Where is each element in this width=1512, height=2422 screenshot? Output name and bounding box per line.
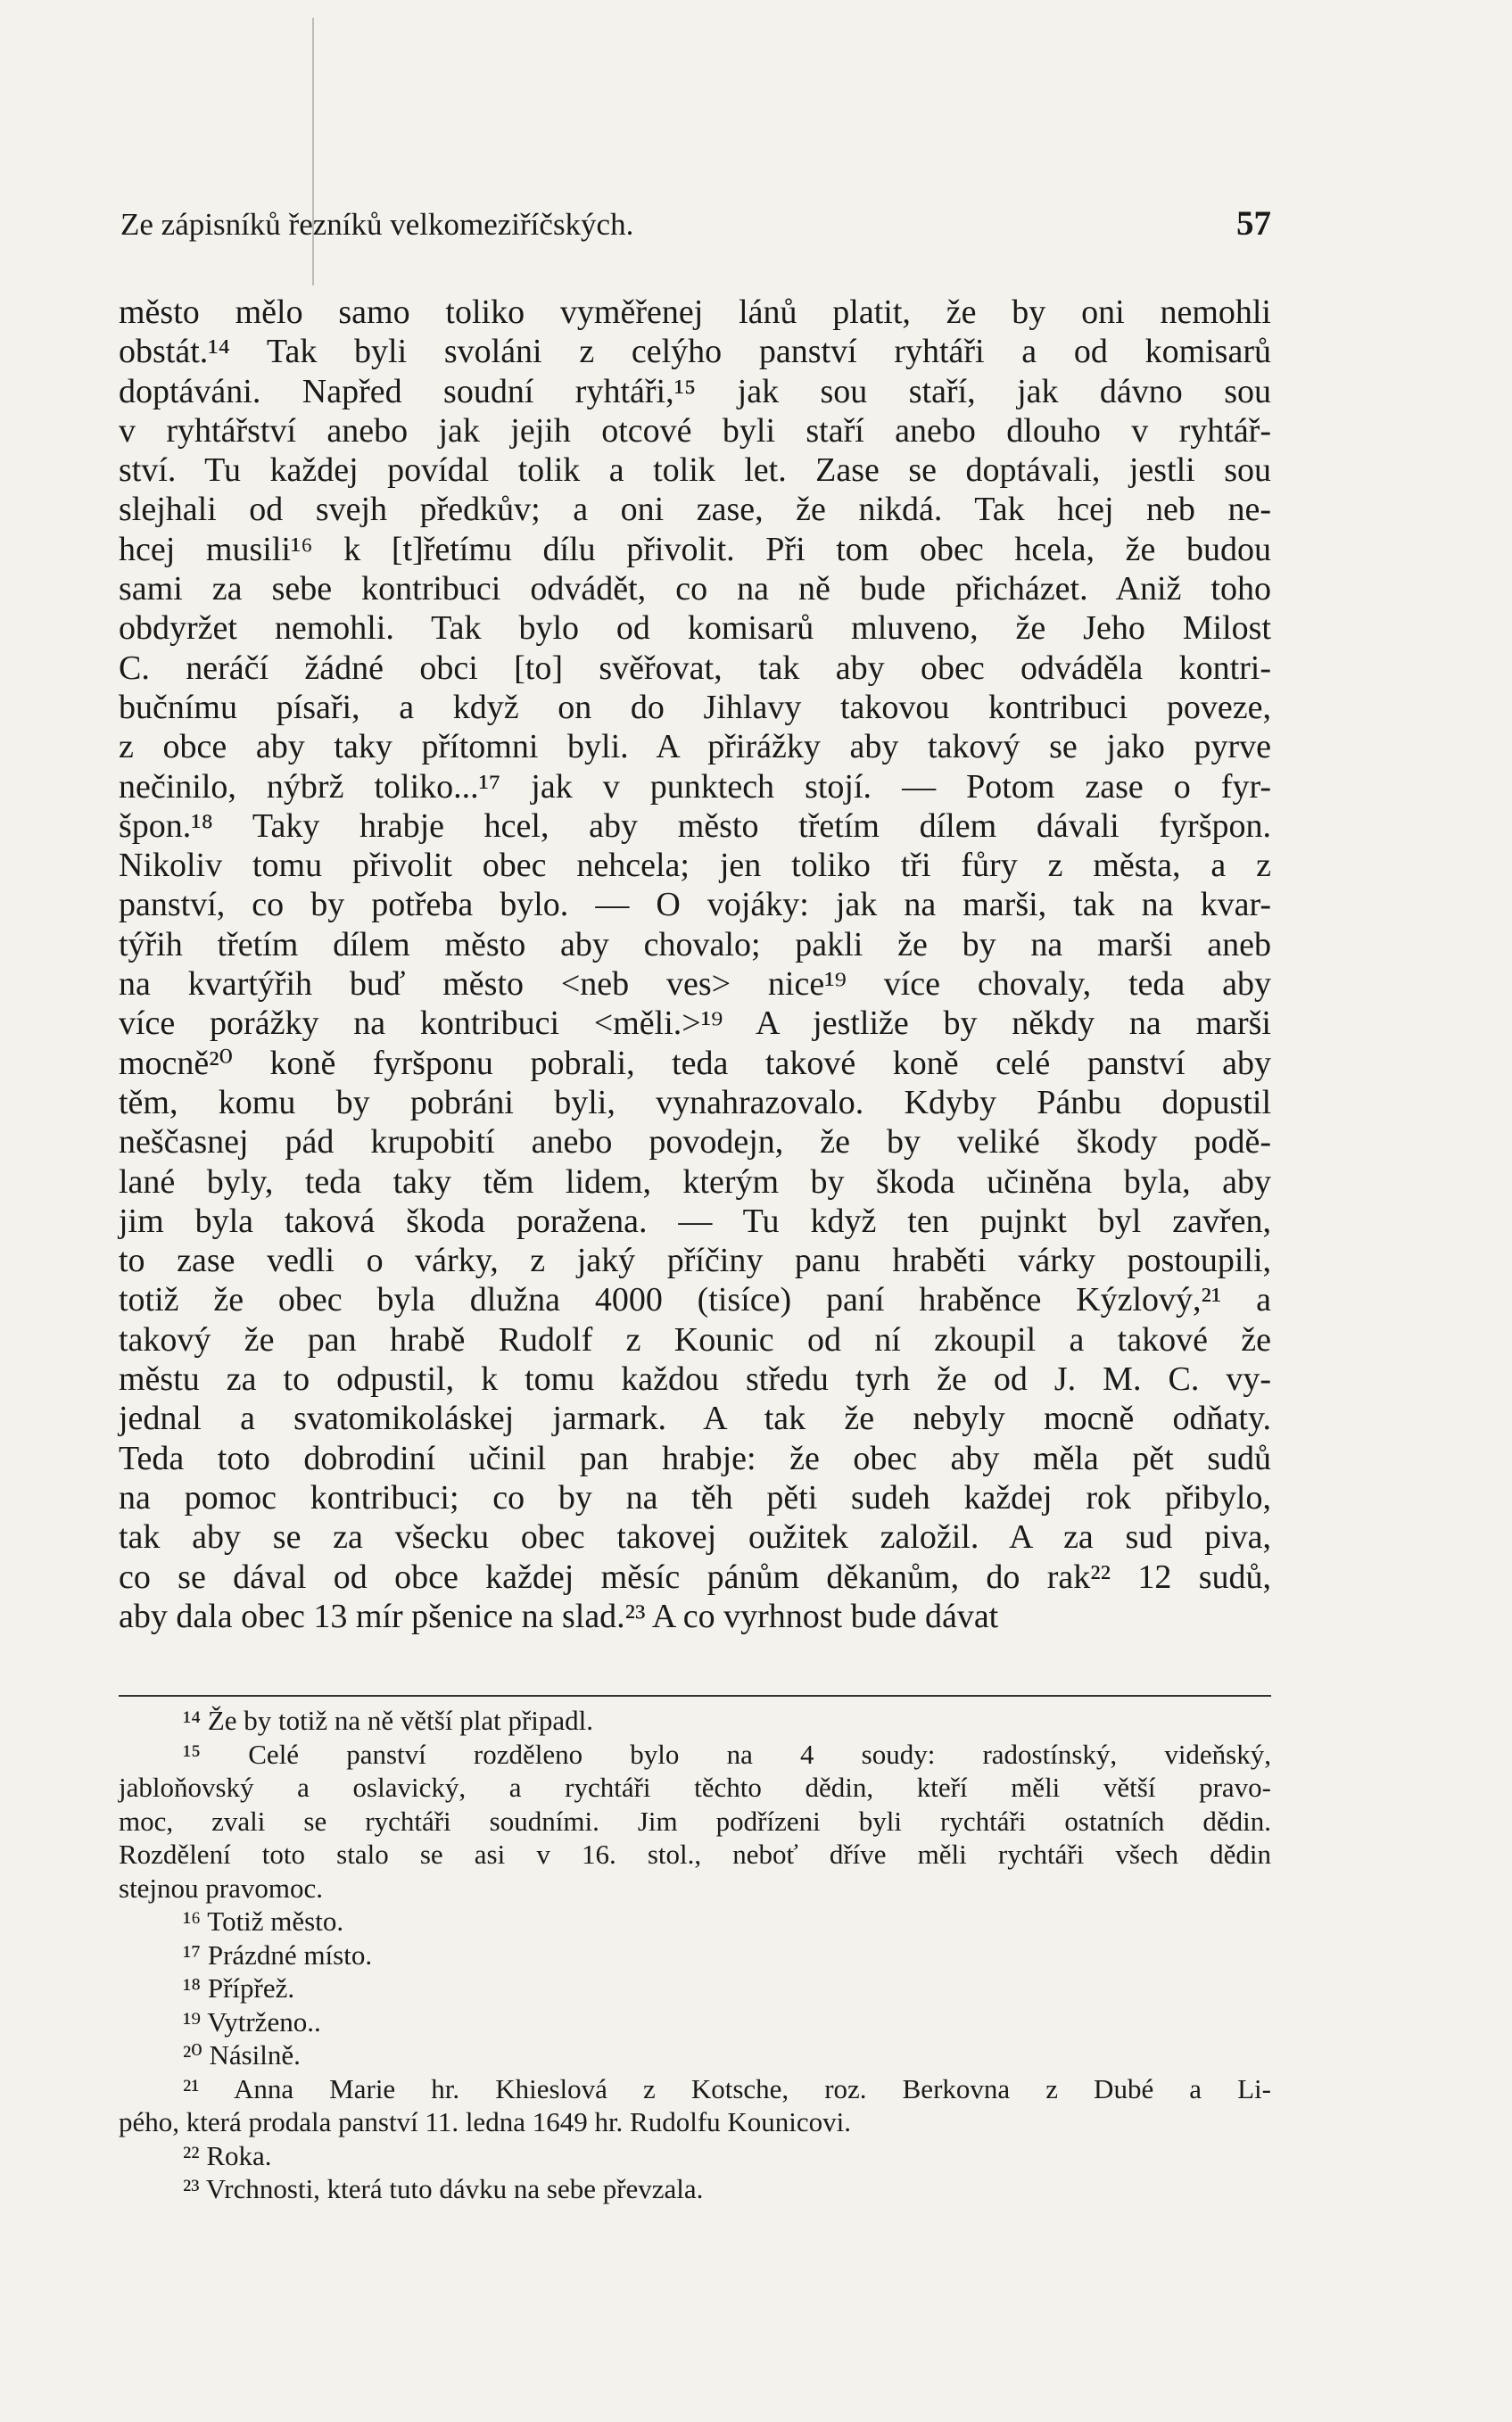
text-line: z obce aby taky přítomni byli. A přirážky aby takový se jako pyrve bbox=[119, 728, 1271, 766]
text-line: Teda toto dobrodiní učinil pan hrabje: že obec aby měla pět sudů bbox=[119, 1439, 1271, 1477]
text-line: špon.¹⁸ Taky hrabje hcel, aby město třetím dílem dávali fyršpon. bbox=[119, 806, 1271, 845]
text-line: na pomoc kontribuci; co by na těh pěti sudeh každej rok přibylo, bbox=[119, 1478, 1271, 1517]
text-line: městu za to odpustil, k tomu každou středu tyrh že od J. M. C. vy- bbox=[119, 1360, 1271, 1399]
text-line: více porážky na kontribuci <měli.>¹⁹ A jestliže by někdy na marši bbox=[119, 1004, 1271, 1043]
footnote-17: ¹⁷ Prázdné místo. bbox=[183, 1938, 373, 1971]
text-line: obstát.¹⁴ Tak byli svoláni z celýho panství ryhtáři a od komisarů bbox=[119, 333, 1271, 371]
page-number: 57 bbox=[1236, 204, 1271, 243]
footnotes bbox=[119, 1704, 1271, 2206]
footnote-14: ¹⁴ Že by totiž na ně větší plat připadl. bbox=[183, 1705, 594, 1736]
footnote-20: ²⁰ Násilně. bbox=[183, 2039, 301, 2071]
text-line: panství, co by potřeba bylo. — O vojáky: jak na marši, tak na kvar- bbox=[119, 886, 1271, 924]
text-line: bučnímu písaři, a když on do Jihlavy takovou kontribuci poveze, bbox=[119, 688, 1271, 726]
footnote-23: ²³ Vrchnosti, která tuto dávku na sebe převzala. bbox=[183, 2173, 704, 2204]
text-line: týřih třetím dílem město aby chovalo; pakli že by na marši aneb bbox=[119, 925, 1271, 963]
text-line: jim byla taková škoda poražena. — Tu když ten pujnkt byl zavřen, bbox=[119, 1202, 1271, 1240]
running-title: Ze zápisníků řezníků velkomeziříčských. bbox=[120, 207, 634, 242]
text-line: hcej musili¹⁶ k [t]řetímu dílu přivolit. Při tom obec hcela, že budou bbox=[119, 530, 1271, 568]
text-line: sami za sebe kontribuci odvádět, co na ně bude přicházet. Aniž toho bbox=[119, 570, 1271, 608]
footnote-19: ¹⁹ Vytrženo.. bbox=[183, 2005, 321, 2038]
text-line: Nikoliv tomu přivolit obec nehcela; jen toliko tři fůry z města, a z bbox=[119, 847, 1271, 885]
footnote-15-line: stejnou pravomoc. bbox=[119, 1872, 324, 1904]
text-line: město mělo samo toliko vyměřenej lánů platit, že by oni nemohli bbox=[119, 293, 1271, 331]
text-line: ství. Tu každej povídal tolik a tolik let. Zase se doptávali, jestli sou bbox=[119, 451, 1271, 490]
text-line: C. neráčí žádné obci [to] svěřovat, tak aby obec odváděla kontri- bbox=[119, 649, 1271, 687]
text-line: aby dala obec 13 mír pšenice na slad.²³ A co vyrhnost bude dávat bbox=[119, 1597, 999, 1635]
text-line: takový že pan hrabě Rudolf z Kounic od ní zkoupil a takové že bbox=[119, 1320, 1271, 1359]
footnote-divider bbox=[119, 1695, 1271, 1697]
text-line: mocně²⁰ koně fyršponu pobrali, teda takové koně celé panství aby bbox=[119, 1044, 1271, 1082]
text-line: nečinilo, nýbrž toliko...¹⁷ jak v punktech stojí. — Potom zase o fyr- bbox=[119, 767, 1271, 806]
text-line: tak aby se za všecku obec takovej oužitek založil. A za sud piva, bbox=[119, 1518, 1271, 1557]
text-line: neščasnej pád krupobití anebo povodejn, že by veliké škody podě- bbox=[119, 1123, 1271, 1161]
footnote-15-line: moc, zvali se rychtáři soudními. Jim podřízeni byli rychtáři ostatních dědin. bbox=[119, 1805, 1271, 1837]
text-line: těm, komu by pobráni byli, vynahrazovalo. Kdyby Pánbu dopustil bbox=[119, 1083, 1271, 1121]
footnote-15-line: jabloňovský a oslavický, a rychtáři těchto dědin, kteří měli větší pravo- bbox=[119, 1772, 1271, 1803]
running-header bbox=[120, 203, 1271, 244]
text-line: lané byly, teda taky těm lidem, kterým by škoda učiněna byla, aby bbox=[119, 1162, 1271, 1201]
footnote-16: ¹⁶ Totiž město. bbox=[183, 1905, 344, 1937]
text-line: v ryhtářství anebo jak jejih otcové byli staří anebo dlouho v ryhtář- bbox=[119, 411, 1271, 450]
footnote-15-line: Rozdělení toto stalo se asi v 16. stol., neboť dříve měli rychtáři všech dědin bbox=[119, 1839, 1271, 1870]
footnote-21: ²¹ Anna Marie hr. Khieslová z Kotsche, roz. Berkovna z Dubé a Li- bbox=[183, 2072, 1271, 2104]
footnote-18: ¹⁸ Přípřež. bbox=[183, 1972, 295, 2004]
text-line: co se dával od obce každej měsíc pánům děkanům, do rak²² 12 sudů, bbox=[119, 1558, 1271, 1596]
footnote-22: ²² Roka. bbox=[183, 2139, 272, 2171]
text-line: to zase vedli o várky, z jaký příčiny panu hraběti várky postoupili, bbox=[119, 1242, 1271, 1280]
footnote-21-line: pého, která prodala panství 11. ledna 1649 hr. Rudolfu Kounicovi. bbox=[119, 2106, 852, 2137]
binding-shadow bbox=[312, 18, 319, 285]
text-line: na kvartýřih buď město <neb ves> nice¹⁹ více chovaly, teda aby bbox=[119, 965, 1271, 1004]
main-text bbox=[119, 293, 1271, 1636]
text-line: obdyržet nemohli. Tak bylo od komisarů mluveno, že Jeho Milost bbox=[119, 609, 1271, 648]
text-line: slejhali od svejh předkův; a oni zase, že nikdá. Tak hcej neb ne- bbox=[119, 491, 1271, 529]
text-line: doptáváni. Napřed soudní ryhtáři,¹⁵ jak sou staří, jak dávno sou bbox=[119, 372, 1271, 410]
text-line: jednal a svatomikoláskej jarmark. A tak že nebyly mocně odňaty. bbox=[119, 1400, 1271, 1438]
footnote-15: ¹⁵ Celé panství rozděleno bylo na 4 soudy: radostínský, videňský, bbox=[183, 1738, 1271, 1770]
text-line: totiž že obec byla dlužna 4000 (tisíce) paní hraběnce Kýzlový,²¹ a bbox=[119, 1281, 1271, 1319]
